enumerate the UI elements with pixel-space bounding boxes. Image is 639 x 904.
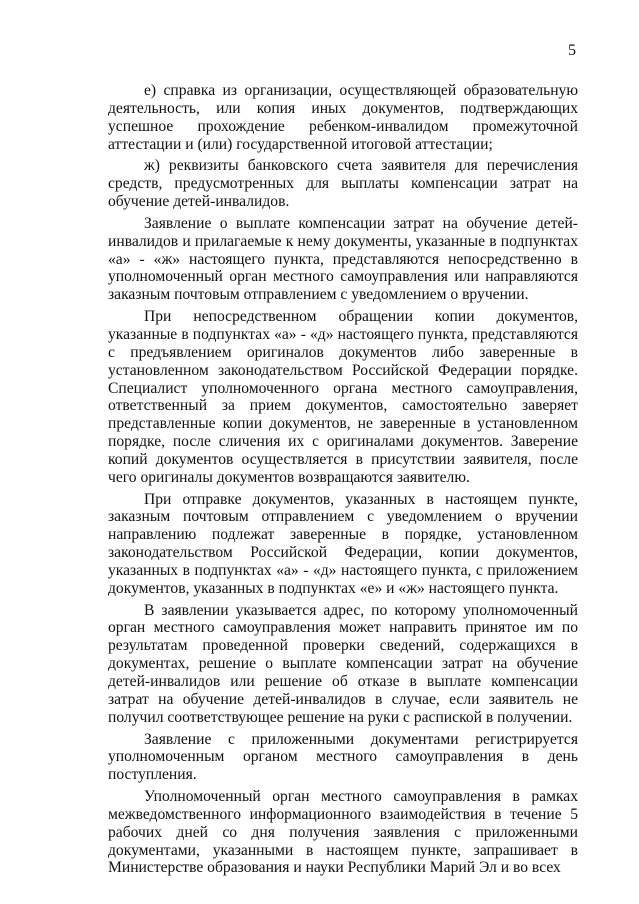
paragraph-item-zh: ж) реквизиты банковского счета заявителя для перечисления средств, предусмотренных для выплаты компенсации затрат на обучение детей-инвалидов. <box>108 157 578 211</box>
paragraph-item-e: е) справка из организации, осуществляющей образовательную деятельность, или копия иных документов, подтверждающих успешное прохождение ребенком-инвалидом промежуточной аттестации и (или) государственной итоговой аттестации; <box>108 82 578 153</box>
paragraph-registration: Заявление с приложенными документами регистрируется уполномоченным органом местного самоуправления в день поступления. <box>108 730 578 784</box>
paragraph-interagency-request: Уполномоченный орган местного самоуправления в рамках межведомственного информационного взаимодействия в течение 5 рабочих дней со дня получения заявления с приложенными документами, указанными в настоящем пункте, запрашивает в Министерстве образования и науки Республики Марий Эл и во всех <box>108 788 578 877</box>
paragraph-address: В заявлении указывается адрес, по которому уполномоченный орган местного самоуправления может направить принятое им по результатам проведенной проверки сведений, содержащихся в документах, решение о выплате компенсации затрат на обучение детей-инвалидов или решение об отказе в выплате компенсации затрат на обучение детей-инвалидов в случае, если заявитель не получил соответствующее решение на руки с распиской в получении. <box>108 601 578 726</box>
document-body <box>108 82 578 877</box>
paragraph-application-submission: Заявление о выплате компенсации затрат на обучение детей-инвалидов и прилагаемые к нему документы, указанные в подпунктах «а» - «ж» настоящего пункта, представляются непосредственно в уполномоченный орган местного самоуправления или направляются заказным почтовым отправлением с уведомлением о вручении. <box>108 214 578 304</box>
paragraph-postal-submission: При отправке документов, указанных в настоящем пункте, заказным почтовым отправлением с уведомлением о вручении направлению подлежат заверенные в порядке, установленном законодательством Российской Федерации, копии документов, указанных в подпунктах «а» - «д» настоящего пункта, с приложением документов, указанных в подпунктах «е» и «ж» настоящего пункта. <box>108 490 578 597</box>
page-number: 5 <box>568 42 576 59</box>
paragraph-direct-submission: При непосредственном обращении копии документов, указанные в подпунктах «а» - «д» настоящего пункта, представляются с предъявлением оригиналов документов либо заверенные в установленном законодательством Российской Федерации порядке. Специалист уполномоченного органа местного самоуправления, ответственный за прием документов, самостоятельно заверяет представленные копии документов, не заверенные в установленном порядке, после сличения их с оригиналами документов. Заверение копий документов осуществляется в присутствии заявителя, после чего оригиналы документов возвращаются заявителю. <box>108 308 578 486</box>
